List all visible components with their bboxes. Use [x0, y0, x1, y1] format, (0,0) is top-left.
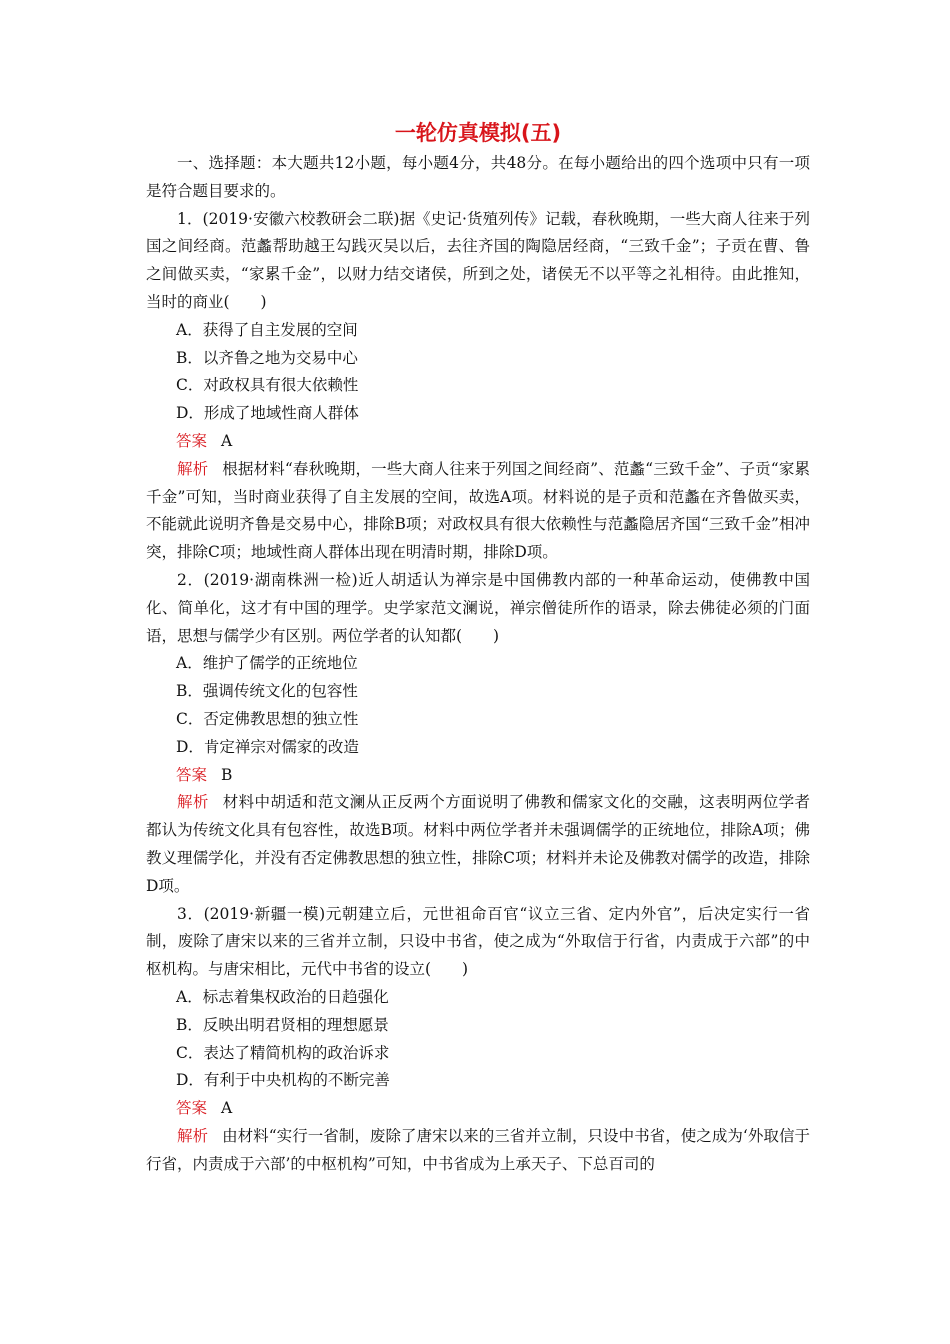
question-3 — [146, 901, 810, 1179]
question-stem: 1．(2019·安徽六校教研会二联)据《史记·货殖列传》记载，春秋晚期，一些大商人往来于列国之间经商。范蠡帮助越王勾践灭吴以后，去往齐国的陶隐居经商，“三致千金”；子贡在曹、鲁之间做买卖，“家累千金”，以财力结交诸侯，所到之处，诸侯无不以平等之礼相待。由此推知，当时的商业( ) — [146, 209, 810, 311]
analysis-text: 材料中胡适和范文澜从正反两个方面说明了佛教和儒家文化的交融，这表明两位学者都认为传统文化具有包容性，故选B项。材料中两位学者并未强调儒学的正统地位，排除A项；佛教义理儒学化，并没有否定佛教思想的独立性，排除C项；材料并未论及佛教对儒学的改造，排除D项。 — [146, 793, 810, 895]
option-a: A．维护了儒学的正统地位 — [176, 654, 358, 673]
option-d: D．肯定禅宗对儒家的改造 — [176, 737, 359, 756]
answer-label: 答案 — [176, 1099, 208, 1118]
answer-line — [146, 428, 810, 456]
question-2 — [146, 567, 810, 901]
analysis-paragraph — [146, 789, 810, 900]
answer-value: B — [221, 765, 233, 784]
option-b: B．强调传统文化的包容性 — [176, 682, 358, 701]
answer-value: A — [221, 1099, 233, 1118]
question-stem: 2．(2019·湖南株洲一检)近人胡适认为禅宗是中国佛教内部的一种革命运动，使佛教中国化、简单化，这才有中国的理学。史学家范文澜说，禅宗僧徒所作的语录，除去佛徒必须的门面语，思想与儒学少有区别。两位学者的认知都( ) — [146, 570, 810, 645]
option-b: B．以齐鲁之地为交易中心 — [176, 348, 358, 367]
option-a: A．标志着集权政治的日趋强化 — [176, 987, 389, 1006]
option-c: C．表达了精简机构的政治诉求 — [176, 1043, 390, 1062]
option-d: D．有利于中央机构的不断完善 — [176, 1071, 390, 1090]
analysis-paragraph — [146, 456, 810, 567]
analysis-label: 解析 — [177, 459, 209, 478]
option-d: D．形成了地域性商人群体 — [176, 404, 359, 423]
answer-label: 答案 — [176, 431, 208, 450]
analysis-paragraph — [146, 1123, 810, 1179]
option-c: C．对政权具有很大依赖性 — [176, 376, 359, 395]
answer-value: A — [221, 431, 233, 450]
answer-label: 答案 — [176, 765, 208, 784]
document-page — [146, 118, 810, 1178]
option-c: C．否定佛教思想的独立性 — [176, 709, 359, 728]
answer-line — [146, 1095, 810, 1123]
option-a: A．获得了自主发展的空间 — [176, 320, 358, 339]
analysis-text: 由材料“实行一省制，废除了唐宋以来的三省并立制，只设中书省，使之成为‘外取信于行省，内责成于六部’的中枢机构”可知，中书省成为上承天子、下总百司的 — [146, 1126, 810, 1173]
question-1 — [146, 206, 810, 567]
option-b: B．反映出明君贤相的理想愿景 — [176, 1015, 389, 1034]
question-stem: 3．(2019·新疆一模)元朝建立后，元世祖命百官“议立三省、定内外官”，后决定实行一省制，废除了唐宋以来的三省并立制，只设中书省，使之成为“外取信于行省，内责成于六部”的中枢机构。与唐宋相比，元代中书省的设立( ) — [146, 904, 810, 979]
analysis-text: 根据材料“春秋晚期，一些大商人往来于列国之间经商”、范蠡“三致千金”、子贡“家累千金”可知，当时商业获得了自主发展的空间，故选A项。材料说的是子贡和范蠡在齐鲁做买卖，不能就此说明齐鲁是交易中心，排除B项；对政权具有很大依赖性与范蠡隐居齐国“三致千金”相冲突，排除C项；地域性商人群体出现在明清时期，排除D项。 — [146, 459, 810, 562]
page-title: 一轮仿真模拟(五) — [394, 121, 562, 145]
section-intro: 一、选择题：本大题共12小题，每小题4分，共48分。在每小题给出的四个选项中只有一项是符合题目要求的。 — [146, 154, 810, 200]
answer-line — [146, 762, 810, 790]
analysis-label: 解析 — [177, 1126, 209, 1145]
analysis-label: 解析 — [177, 793, 209, 812]
